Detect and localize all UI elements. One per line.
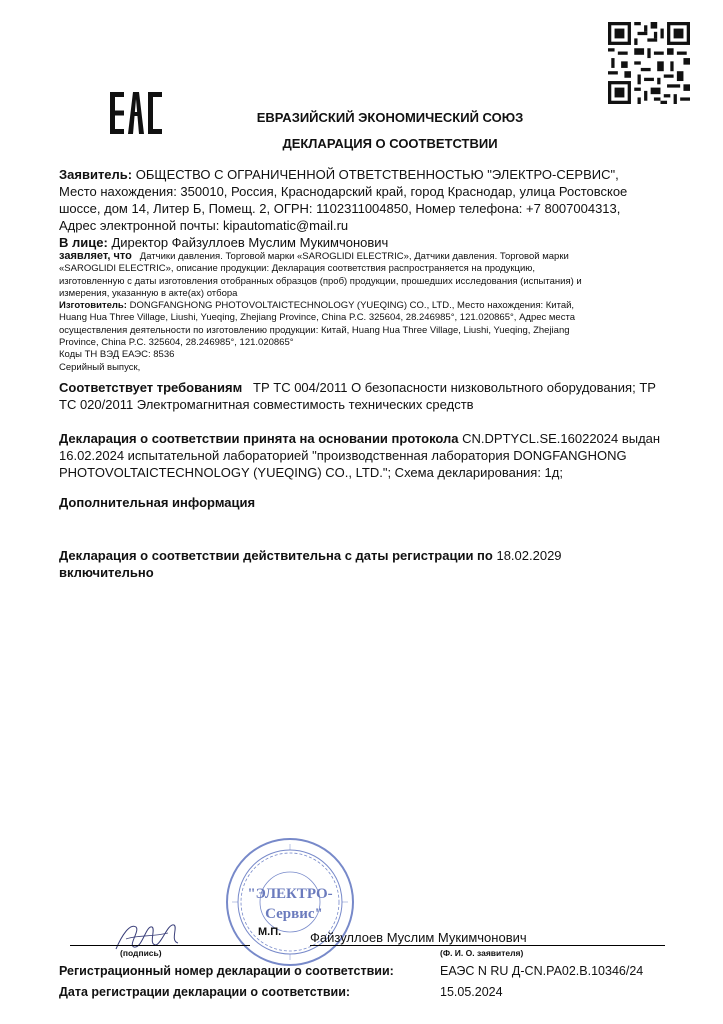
reg-number-label: Регистрационный номер декларации о соответствии:	[59, 964, 394, 978]
qr-code	[608, 22, 690, 104]
stamp-text-1: "ЭЛЕКТРО-	[247, 886, 333, 902]
requirements-label: Соответствует требованиям	[59, 380, 243, 395]
declares-label: заявляет, что	[59, 250, 132, 262]
maker-line-1: DONGFANGHONG PHOTOVOLTAICTECHNOLOGY (YUEQING) CO., LTD., Место нахождения: Китай,	[129, 300, 575, 312]
requirements-line-2: ТС 020/2011 Электромагнитная совместимость технических средств	[59, 397, 474, 412]
validity-section	[59, 547, 699, 581]
applicant-section	[59, 166, 699, 251]
validity-date: 18.02.2029	[496, 548, 562, 563]
validity-label: Декларация о соответствии действительна с даты регистрации по	[59, 548, 493, 563]
requirements-section	[59, 379, 699, 413]
maker-line-2: Huang Hua Three Village, Liushi, Yueqing, Zhejiang Province, China P.C. 325604, 28.246985°, 121.020865°, Адрес места	[59, 312, 575, 324]
applicant-address-2: шоссе, дом 14, Литер Б, Помещ. 2, ОГРН: 1102311004850, Номер телефона: +7 8007004313,	[59, 201, 621, 216]
signatory-name: Файзуллоев Муслим Мукимчонович	[310, 930, 527, 945]
person-name: Директор Файзуллоев Муслим Мукимчонович	[111, 235, 389, 250]
reg-date-label: Дата регистрации декларации о соответствии:	[59, 985, 351, 999]
applicant-name: ОБЩЕСТВО С ОГРАНИЧЕННОЙ ОТВЕТСТВЕННОСТЬЮ "ЭЛЕКТРО-СЕРВИС",	[135, 167, 619, 182]
stamp-text-2: Сервис"	[265, 906, 323, 922]
name-caption: (Ф. И. О. заявителя)	[440, 948, 524, 958]
applicant-email: Адрес электронной почты: kipautomatic@mail.ru	[59, 218, 349, 233]
applicant-address-1: Место нахождения: 350010, Россия, Краснодарский край, город Краснодар, улица Ростовское	[59, 184, 628, 199]
basis-section	[59, 430, 699, 481]
hs-codes: Коды ТН ВЭД ЕАЭС: 8536	[59, 349, 175, 361]
product-line-4: измерения, указанную в акте(ах) отбора	[59, 287, 238, 299]
basis-line-1: CN.DPTYCL.SE.16022024 выдан	[462, 431, 661, 446]
maker-line-4: Province, China P.C. 325604, 28.246985°, 121.020865°	[59, 337, 294, 349]
serial-production: Серийный выпуск,	[59, 361, 141, 373]
reg-date: 15.05.2024	[440, 985, 503, 999]
basis-line-2: 16.02.2024 испытательной лабораторией "производственная лаборатория DONGFANGHONG	[59, 448, 627, 463]
product-line-2: «SAROGLIDI ELECTRIC», описание продукции: Декларация соответствия распространяется на продукцию,	[59, 263, 536, 275]
additional-info-label: Дополнительная информация	[59, 495, 256, 510]
signature-caption: (подпись)	[120, 948, 162, 958]
person-label: В лице:	[59, 235, 108, 250]
union-title: ЕВРАЗИЙСКИЙ ЭКОНОМИЧЕСКИЙ СОЮЗ	[256, 110, 524, 125]
requirements-line-1: ТР ТС 004/2011 О безопасности низковольтного оборудования; ТР	[253, 380, 656, 395]
product-line-1: Датчики давления. Торговой марки «SAROGLIDI ELECTRIC», Датчики давления. Торговой марки	[139, 251, 569, 262]
company-stamp	[224, 836, 356, 968]
eac-logo	[110, 92, 162, 134]
maker-label: Изготовитель:	[59, 300, 127, 312]
product-line-3: изготовленную с даты изготовления отобранных образцов (проб) продукции, прошедших исследования (испытания) и	[59, 275, 582, 287]
basis-label: Декларация о соответствии принята на основании протокола	[59, 431, 459, 446]
product-section	[59, 250, 699, 374]
maker-line-3: осуществления деятельности по изготовлению продукции: Китай, Huang Hua Three Village, Liushi, Yueqing, Zhejiang	[59, 324, 570, 336]
applicant-label: Заявитель:	[59, 167, 133, 182]
basis-line-3: PHOTOVOLTAICTECHNOLOGY (YUEQING) CO., LTD."; Схема декларирования: 1д;	[59, 465, 563, 480]
signature-line	[70, 945, 250, 946]
validity-inclusive: включительно	[59, 565, 154, 580]
document-title: ДЕКЛАРАЦИЯ О СООТВЕТСТВИИ	[282, 136, 498, 151]
seal-place: М.П.	[258, 926, 282, 938]
reg-number: ЕАЭС N RU Д-CN.РА02.В.10346/24	[440, 964, 644, 978]
name-line	[310, 945, 665, 946]
